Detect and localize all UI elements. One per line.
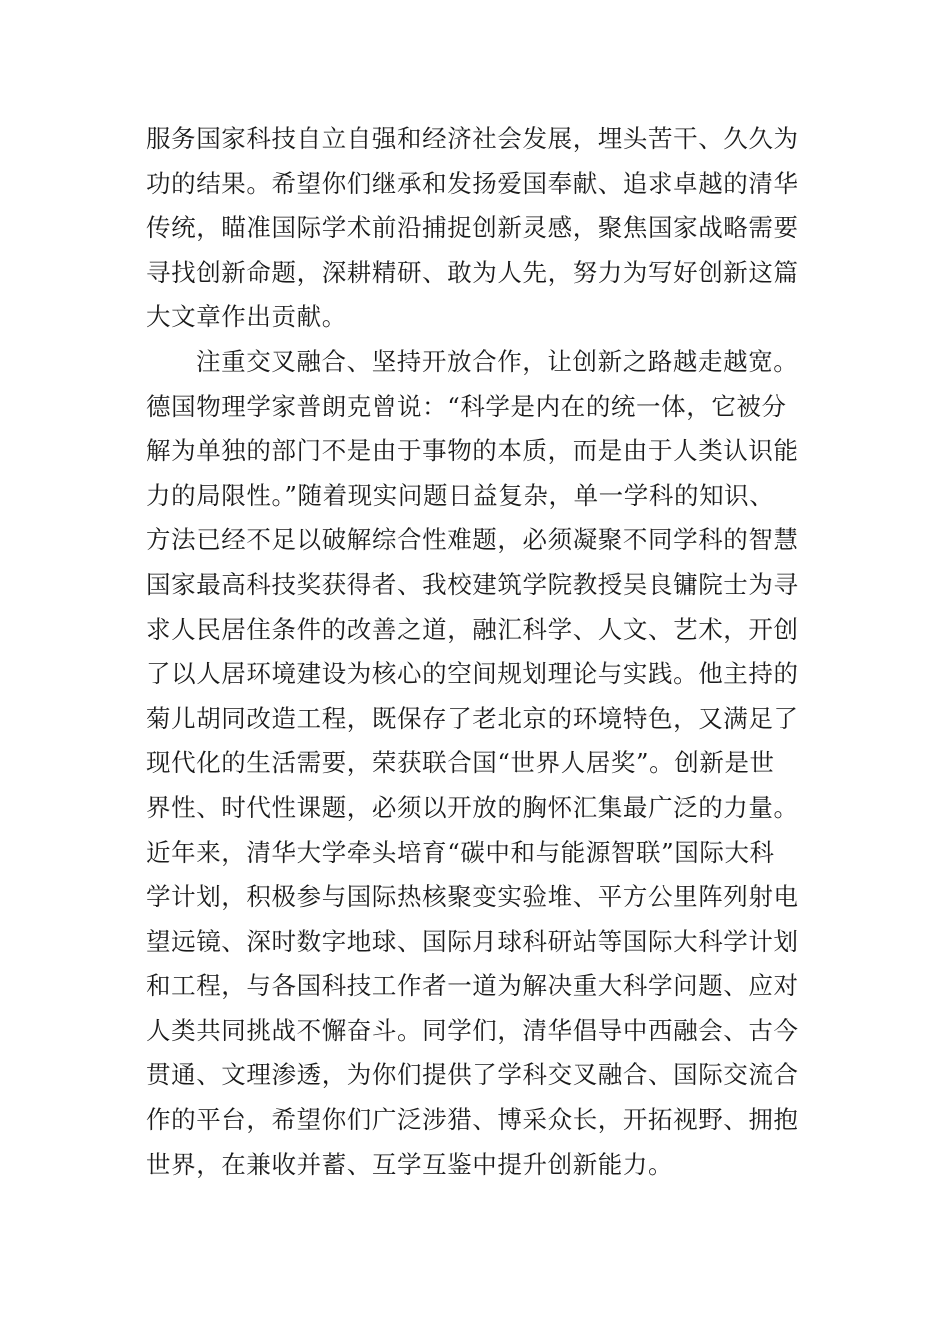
text-line: 世界，在兼收并蓄、互学互鉴中提升创新能力。 <box>146 1149 674 1179</box>
text-line: 和工程，与各国科技工作者一道为解决重大科学问题、应对 <box>146 971 799 1001</box>
text-line: 求人民居住条件的改善之道，融汇科学、人文、艺术，开创 <box>146 614 799 644</box>
text-line: 界性、时代性课题，必须以开放的胸怀汇集最广泛的力量。 <box>146 792 799 822</box>
text-line: 寻找创新命题，深耕精研、敢为人先，努力为写好创新这篇 <box>146 257 799 287</box>
text-line: 作的平台，希望你们广泛涉猎、博采众长，开拓视野、拥抱 <box>146 1105 799 1135</box>
text-line: 望远镜、深时数字地球、国际月球科研站等国际大科学计划 <box>146 926 799 956</box>
text-line: 传统，瞄准国际学术前沿捕捉创新灵感，聚焦国家战略需要 <box>146 213 799 243</box>
text-line: 大文章作出贡献。 <box>146 302 347 332</box>
text-line: 现代化的生活需要，荣获联合国“世界人居奖”。创新是世 <box>146 748 775 778</box>
body-text <box>146 117 816 1187</box>
text-line: 了以人居环境建设为核心的空间规划理论与实践。他主持的 <box>146 659 799 689</box>
text-line: 解为单独的部门不是由于事物的本质，而是由于人类认识能 <box>146 436 799 466</box>
text-line: 贯通、文理渗透，为你们提供了学科交叉融合、国际交流合 <box>146 1060 799 1090</box>
text-line: 功的结果。希望你们继承和发扬爱国奉献、追求卓越的清华 <box>146 168 799 198</box>
text-line: 德国物理学家普朗克曾说：“科学是内在的统一体，它被分 <box>146 391 787 421</box>
text-line: 近年来，清华大学牵头培育“碳中和与能源智联”国际大科 <box>146 837 775 867</box>
text-line: 方法已经不足以破解综合性难题，必须凝聚不同学科的智慧 <box>146 525 799 555</box>
text-line: 服务国家科技自立自强和经济社会发展，埋头苦干、久久为 <box>146 124 799 153</box>
text-line: 学计划，积极参与国际热核聚变实验堆、平方公里阵列射电 <box>146 882 799 912</box>
text-line: 力的局限性。”随着现实问题日益复杂，单一学科的知识、 <box>146 480 775 510</box>
text-line: 国家最高科技奖获得者、我校建筑学院教授吴良镛院士为寻 <box>146 569 799 599</box>
text-line: 人类共同挑战不懈奋斗。同学们，清华倡导中西融会、古今 <box>146 1015 799 1045</box>
text-line: 菊儿胡同改造工程，既保存了老北京的环境特色，又满足了 <box>146 703 799 733</box>
paragraph-first-line: 注重交叉融合、坚持开放合作，让创新之路越走越宽。 <box>196 346 799 376</box>
